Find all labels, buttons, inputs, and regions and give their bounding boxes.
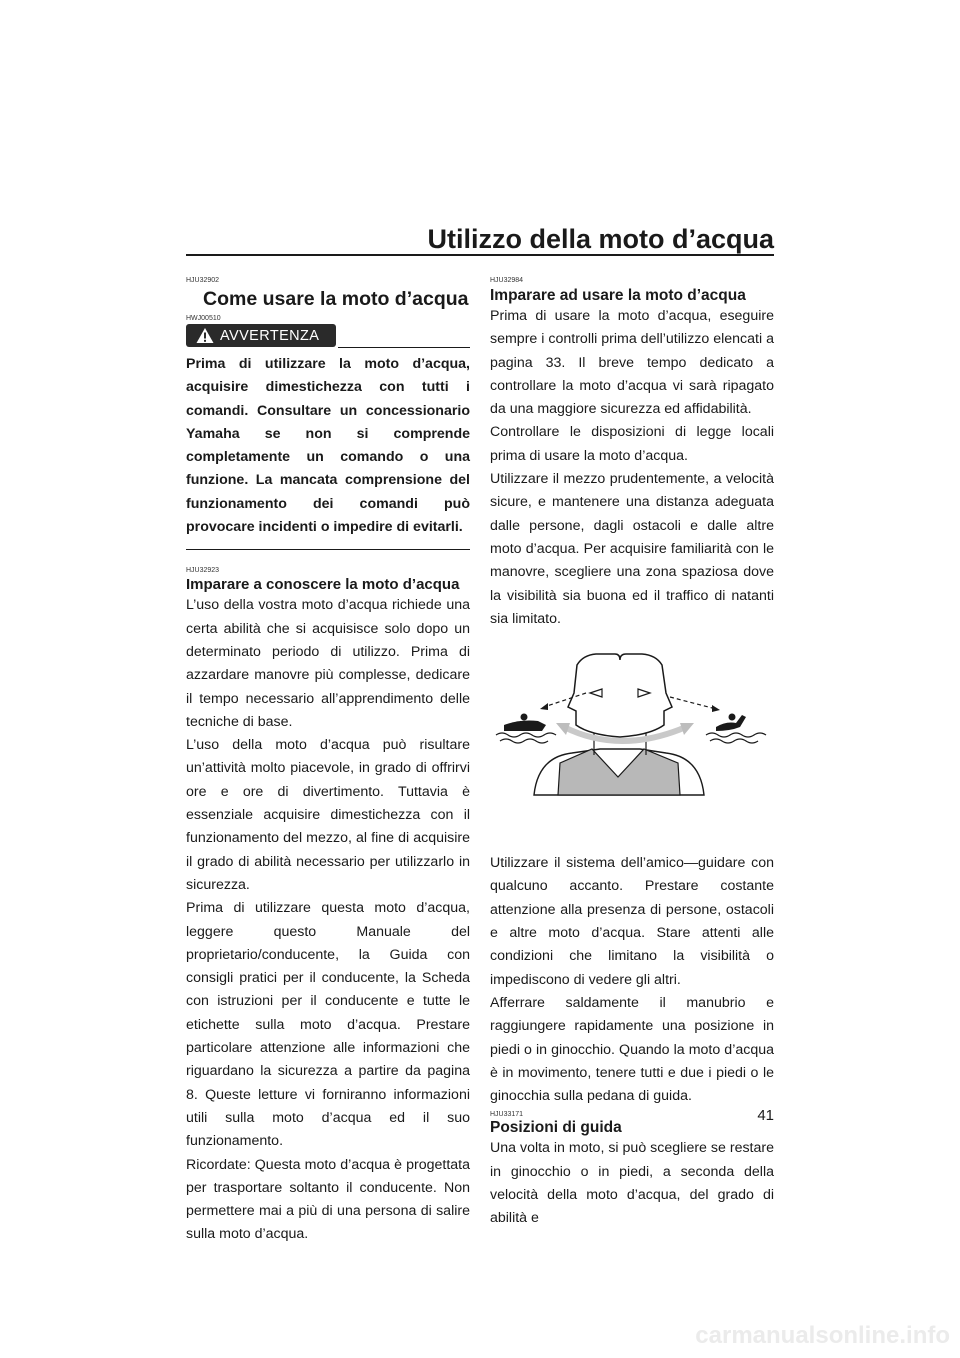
subsection-title: Imparare a conoscere la moto d’acqua [186, 576, 460, 594]
paragraph: Una volta in moto, si può scegliere se restare in ginocchio o in piedi, a seconda della velocità della moto d’acqua, del grado di abilità e [490, 1140, 774, 1227]
paragraph: Utilizzare il sistema dell’amico—guidare con qualcuno accanto. Prestare costante attenzione alla presenza di persone, ostacoli e altre moto d’acqua. Stare attenti alle condizioni che limitano la visibilità o impediscono di vedere gli altri. [490, 855, 774, 988]
visibility-illustration [490, 645, 774, 835]
right-column [490, 268, 774, 1231]
subsection-title: Posizioni di guida [490, 1119, 622, 1137]
header-rule [186, 254, 774, 256]
section-code: HJU32902 [186, 277, 220, 284]
page-header [186, 222, 774, 256]
warning-triangle-icon [196, 327, 214, 344]
subsection-code: HJU32923 [186, 567, 220, 575]
warning-end-rule [186, 549, 470, 550]
paragraph: Controllare le disposizioni di legge locali prima di usare la moto d’acqua. [490, 424, 774, 464]
warning-rule [338, 347, 470, 348]
paragraph: L’uso della vostra moto d’acqua richiede una certa abilità che si acquisisce solo dopo un determinato periodo di utilizzo. Prima di azzardare manovre più complesse, dedicare il tempo necessario all’apprendimento delle tecniche di base. [186, 597, 470, 730]
visibility-figure [490, 645, 774, 835]
page-number: 41 [757, 1107, 774, 1124]
paragraph: L’uso della moto d’acqua può risultare un’attività molto piacevole, in grado di offrirvi ore e ore di divertimento. Tuttavia è essenziale acquisire dimestichezza con il funzionamento del mezzo, al fine di acquisire il grado di abilità necessario per utilizzarlo in sicurezza. [186, 737, 470, 893]
left-column [186, 268, 470, 1247]
subsection-code: HJU32984 [490, 277, 524, 284]
warning-code: HWJ00510 [186, 315, 221, 322]
page-title: Utilizzo della moto d’acqua [427, 224, 774, 254]
watermark: carmanualsonline.info [695, 1322, 950, 1349]
warning-text: Prima di utilizzare la moto d’acqua, acquisire dimestichezza con tutti i comandi. Consultare un concessionario Yamaha se non si comprende completamente un comando o una funzione. La mancata comprensione del funzionamento dei comandi può provocare incidenti o impedire di evitarli. [186, 356, 470, 536]
subsection-code: HJU33171 [490, 1111, 524, 1119]
warning-label: AVVERTENZA [220, 327, 320, 344]
warning-header [186, 324, 470, 348]
paragraph: Afferrare saldamente il manubrio e raggiungere rapidamente una posizione in piedi o in ginocchio. Quando la moto d’acqua è in movimento, tenere tutti e due i piedi o le ginocchia sulla pedana di guida. [490, 994, 774, 1105]
subsection-title: Imparare ad usare la moto d’acqua [490, 287, 746, 304]
warning-badge [186, 324, 336, 347]
paragraph: Prima di utilizzare questa moto d’acqua, leggere questo Manuale del proprietario/conducente, la Guida con consigli pratici per il conducente, la Scheda con istruzioni per il conducente e tutte le etichette sulla moto d’acqua. Prestare particolare attenzione alle informazioni che riguardano la sicurezza a partire da pagina 8. Queste letture vi forniranno informazioni utili sulla moto d’acqua ed il suo funzionamento. [186, 900, 470, 1150]
paragraph: Utilizzare il mezzo prudentemente, a velocità sicure, e mantenere una distanza adeguata dalle persone, dagli ostacoli e dalle altre moto d’acqua. Per acquisire familiarità con le manovre, scegliere una zona spaziosa dove la visibilità sia buona ed il traffico di natanti sia limitato. [490, 471, 774, 627]
paragraph: Ricordate: Questa moto d’acqua è progettata per trasportare soltanto il conducente. Non permettere mai a più di una persona di salire sulla moto d’acqua. [186, 1156, 470, 1243]
section-title: Come usare la moto d’acqua [203, 288, 469, 310]
paragraph: Prima di usare la moto d’acqua, eseguire sempre i controlli prima dell’utilizzo elencati a pagina 33. Il breve tempo dedicato a controllare la moto d’acqua vi sarà ripagato da una maggiore sicurezza ed affidabilità. [490, 308, 774, 418]
